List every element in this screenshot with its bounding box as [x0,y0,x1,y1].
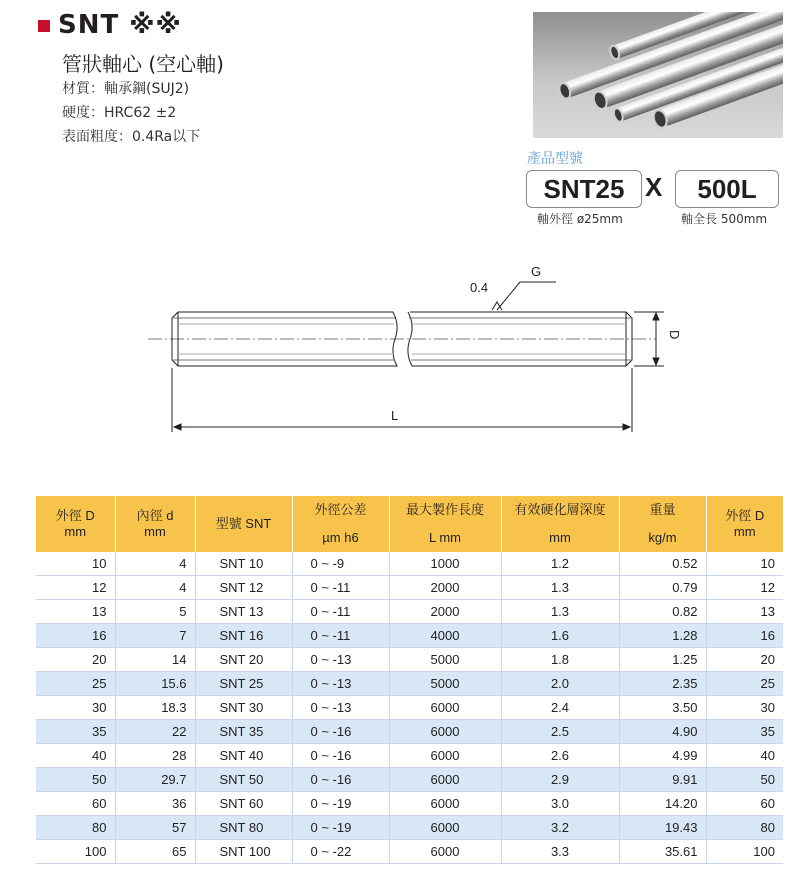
cell-max-length: 6000 [389,792,501,816]
table-row [36,576,783,600]
cell-hardened-depth: 1.6 [501,624,619,648]
cell-weight: 4.90 [619,720,706,744]
cell-outer-diameter: 30 [36,696,115,720]
cell-model: SNT 25 [195,672,292,696]
product-code-model: SNT25 [526,170,642,208]
tolerance-value: 0 ~ -16 [310,748,352,763]
table-row [36,648,783,672]
cell-max-length: 6000 [389,696,501,720]
table-row [36,792,783,816]
cell-model: SNT 13 [195,600,292,624]
cell-tolerance [292,624,389,648]
cell-outer-diameter: 60 [36,792,115,816]
cell-tolerance [292,696,389,720]
cell-max-length: 1000 [389,552,501,576]
cell-tolerance [292,600,389,624]
cell-max-length: 4000 [389,624,501,648]
header-weight: 重量 kg/m [619,496,706,552]
cell-tolerance [292,768,389,792]
cell-outer-diameter: 20 [36,648,115,672]
cell-inner-diameter: 4 [115,576,195,600]
tolerance-value: 0 ~ -19 [310,796,352,811]
page-title: SNT ※※ [58,10,182,40]
table-row [36,816,783,840]
cell-model: SNT 35 [195,720,292,744]
cell-model: SNT 20 [195,648,292,672]
cell-inner-diameter: 15.6 [115,672,195,696]
cell-model: SNT 12 [195,576,292,600]
table-row [36,720,783,744]
cell-hardened-depth: 1.2 [501,552,619,576]
table-row [36,744,783,768]
table-row [36,552,783,576]
cell-hardened-depth: 1.8 [501,648,619,672]
header-hardened-depth: 有效硬化層深度 mm [501,496,619,552]
cell-outer-diameter: 13 [36,600,115,624]
title-square-icon [38,20,50,32]
page-subtitle: 管狀軸心 (空心軸) [62,52,224,76]
header-outer-diameter-2: 外徑 D mm [706,496,783,552]
tolerance-value: 0 ~ -16 [310,772,352,787]
cell-outer-diameter-2: 20 [706,648,783,672]
cell-outer-diameter: 16 [36,624,115,648]
product-code-note-diameter: 軸外徑 ø25mm [537,212,623,226]
cell-weight: 35.61 [619,840,706,864]
cell-outer-diameter: 12 [36,576,115,600]
cell-model: SNT 16 [195,624,292,648]
cell-outer-diameter-2: 100 [706,840,783,864]
cell-weight: 1.25 [619,648,706,672]
cell-tolerance [292,648,389,672]
cell-hardened-depth: 3.2 [501,816,619,840]
table-row [36,672,783,696]
cell-model: SNT 10 [195,552,292,576]
cell-model: SNT 40 [195,744,292,768]
header-tolerance: 外徑公差 µm h6 [292,496,389,552]
cell-inner-diameter: 18.3 [115,696,195,720]
cell-inner-diameter: 65 [115,840,195,864]
cell-outer-diameter-2: 35 [706,720,783,744]
cell-outer-diameter-2: 80 [706,816,783,840]
tolerance-value: 0 ~ -13 [310,676,352,691]
cell-max-length: 6000 [389,744,501,768]
cell-max-length: 6000 [389,816,501,840]
tolerance-value: 0 ~ -16 [310,724,352,739]
cell-outer-diameter: 35 [36,720,115,744]
cell-weight: 19.43 [619,816,706,840]
tolerance-value: 0 ~ -11 [310,628,351,643]
cell-inner-diameter: 14 [115,648,195,672]
cell-hardened-depth: 2.9 [501,768,619,792]
cell-model: SNT 80 [195,816,292,840]
cell-tolerance [292,744,389,768]
header-model: 型號 SNT [195,496,292,552]
spec-table [36,496,783,864]
cell-outer-diameter-2: 30 [706,696,783,720]
cell-outer-diameter-2: 50 [706,768,783,792]
cell-max-length: 2000 [389,576,501,600]
cell-tolerance [292,576,389,600]
roughness-label: 0.4 [470,280,489,295]
cell-hardened-depth: 2.5 [501,720,619,744]
product-code-length: 500L [675,170,779,208]
cell-outer-diameter-2: 13 [706,600,783,624]
header-inner-diameter: 內徑 d mm [115,496,195,552]
cell-weight: 14.20 [619,792,706,816]
table-row [36,768,783,792]
cell-inner-diameter: 7 [115,624,195,648]
cell-model: SNT 60 [195,792,292,816]
cell-outer-diameter: 80 [36,816,115,840]
cell-model: SNT 100 [195,840,292,864]
cell-outer-diameter-2: 60 [706,792,783,816]
header-max-length: 最大製作長度 L mm [389,496,501,552]
cell-inner-diameter: 22 [115,720,195,744]
cell-hardened-depth: 3.0 [501,792,619,816]
cell-weight: 3.50 [619,696,706,720]
spec-roughness: 表面粗度：0.4Ra以下 [62,129,201,145]
cell-tolerance [292,840,389,864]
cell-inner-diameter: 36 [115,792,195,816]
cell-hardened-depth: 2.0 [501,672,619,696]
table-header-row [36,496,783,552]
cell-inner-diameter: 28 [115,744,195,768]
cell-outer-diameter-2: 16 [706,624,783,648]
product-code-separator: X [645,172,663,202]
grade-label: G [531,264,542,279]
product-code-note-length: 軸全長 500mm [681,212,768,226]
cell-outer-diameter: 25 [36,672,115,696]
diameter-dim-label: D [667,330,682,340]
product-code-title: 產品型號 [527,151,583,167]
cell-max-length: 2000 [389,600,501,624]
table-row [36,696,783,720]
cell-inner-diameter: 57 [115,816,195,840]
cell-outer-diameter-2: 25 [706,672,783,696]
cell-tolerance [292,816,389,840]
cell-max-length: 6000 [389,720,501,744]
shaft-drawing [0,250,800,450]
cell-weight: 9.91 [619,768,706,792]
cell-tolerance [292,792,389,816]
cell-tolerance [292,552,389,576]
cell-max-length: 5000 [389,672,501,696]
header-outer-diameter: 外徑 D mm [36,496,115,552]
tolerance-value: 0 ~ -13 [310,652,352,667]
spec-material: 材質：軸承鋼(SUJ2) [62,81,190,97]
cell-inner-diameter: 5 [115,600,195,624]
cell-outer-diameter: 50 [36,768,115,792]
cell-weight: 0.52 [619,552,706,576]
cell-hardened-depth: 1.3 [501,600,619,624]
table-row [36,600,783,624]
cell-max-length: 5000 [389,648,501,672]
cell-outer-diameter: 10 [36,552,115,576]
tolerance-value: 0 ~ -22 [310,844,352,859]
cell-weight: 4.99 [619,744,706,768]
cell-hardened-depth: 2.4 [501,696,619,720]
cell-weight: 1.28 [619,624,706,648]
cell-hardened-depth: 2.6 [501,744,619,768]
cell-weight: 2.35 [619,672,706,696]
cell-tolerance [292,720,389,744]
product-photo [533,12,783,138]
tolerance-value: 0 ~ -11 [310,604,351,619]
cell-inner-diameter: 4 [115,552,195,576]
cell-model: SNT 50 [195,768,292,792]
cell-outer-diameter: 100 [36,840,115,864]
cell-hardened-depth: 1.3 [501,576,619,600]
spec-hardness: 硬度：HRC62 ±2 [62,105,177,121]
tolerance-value: 0 ~ -9 [310,556,345,571]
cell-max-length: 6000 [389,768,501,792]
tolerance-value: 0 ~ -13 [310,700,352,715]
cell-weight: 0.79 [619,576,706,600]
cell-tolerance [292,672,389,696]
table-row [36,624,783,648]
cell-outer-diameter: 40 [36,744,115,768]
cell-hardened-depth: 3.3 [501,840,619,864]
cell-inner-diameter: 29.7 [115,768,195,792]
cell-outer-diameter-2: 10 [706,552,783,576]
table-row [36,840,783,864]
tolerance-value: 0 ~ -19 [310,820,352,835]
cell-model: SNT 30 [195,696,292,720]
cell-max-length: 6000 [389,840,501,864]
cell-outer-diameter-2: 40 [706,744,783,768]
tolerance-value: 0 ~ -11 [310,580,351,595]
cell-weight: 0.82 [619,600,706,624]
cell-outer-diameter-2: 12 [706,576,783,600]
length-dim-label: L [391,408,399,423]
